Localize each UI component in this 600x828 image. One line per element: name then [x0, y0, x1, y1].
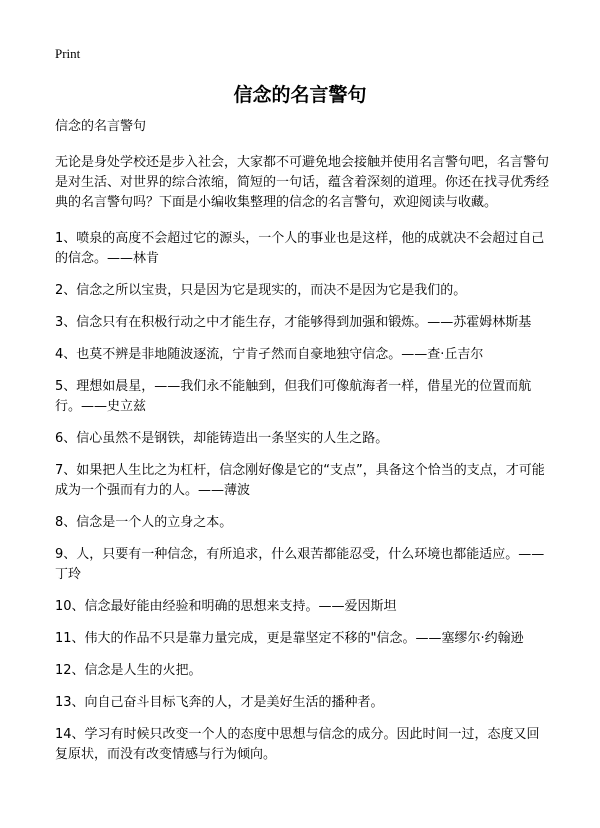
- page-title: 信念的名言警句: [233, 84, 367, 106]
- quote-item: 3、信念只有在积极行动之中才能生存，才能够得到加强和锻炼。——苏霍姆林斯基: [55, 315, 532, 330]
- quote-item: 1、喷泉的高度不会超过它的源头，一个人的事业也是这样，他的成就决不会超过自己的信念。——林肯: [55, 231, 545, 266]
- print-link[interactable]: Print: [55, 46, 81, 61]
- quote-item: 9、人，只要有一种信念，有所追求，什么艰苦都能忍受，什么环境也都能适应。——丁玲: [55, 547, 545, 582]
- intro-paragraph: 无论是身处学校还是步入社会，大家都不可避免地会接触并使用名言警句吧，名言警句是对生活、对世界的综合浓缩，简短的一句话，蕴含着深刻的道理。你还在找寻优秀经典的名言警句吗？下面是小编收集整理的信念的名言警句，欢迎阅读与收藏。: [55, 155, 550, 210]
- quote-item: 4、也莫不辨是非地随波逐流，宁肯孑然而自豪地独守信念。——查·丘吉尔: [55, 347, 484, 362]
- quote-item: 7、如果把人生比之为杠杆，信念刚好像是它的“支点”，具备这个恰当的支点，才可能成为一个强而有力的人。——薄波: [55, 463, 545, 498]
- quote-item: 6、信心虽然不是钢铁，却能铸造出一条坚实的人生之路。: [55, 431, 389, 446]
- quote-item: 12、信念是人生的火把。: [55, 663, 202, 678]
- quote-item: 13、向自己奋斗目标飞奔的人，才是美好生活的播种者。: [55, 695, 384, 710]
- quote-item: 5、理想如晨星，——我们永不能触到，但我们可像航海者一样，借星光的位置而航行。——史立兹: [55, 379, 532, 414]
- article-body: [55, 117, 551, 777]
- quote-item: 14、学习有时候只改变一个人的态度中思想与信念的成分。因此时间一过，态度又回复原状，而没有改变情感与行为倾向。: [55, 727, 540, 762]
- quote-item: 11、伟大的作品不只是靠力量完成，更是靠坚定不移的"信念。——塞缪尔·约翰逊: [55, 631, 524, 646]
- quote-item: 2、信念之所以宝贵，只是因为它是现实的，而决不是因为它是我们的。: [55, 283, 467, 298]
- quote-item: 8、信念是一个人的立身之本。: [55, 515, 233, 530]
- article-subtitle: 信念的名言警句: [55, 119, 147, 134]
- quote-item: 10、信念最好能由经验和明确的思想来支持。——爱因斯坦: [55, 599, 397, 614]
